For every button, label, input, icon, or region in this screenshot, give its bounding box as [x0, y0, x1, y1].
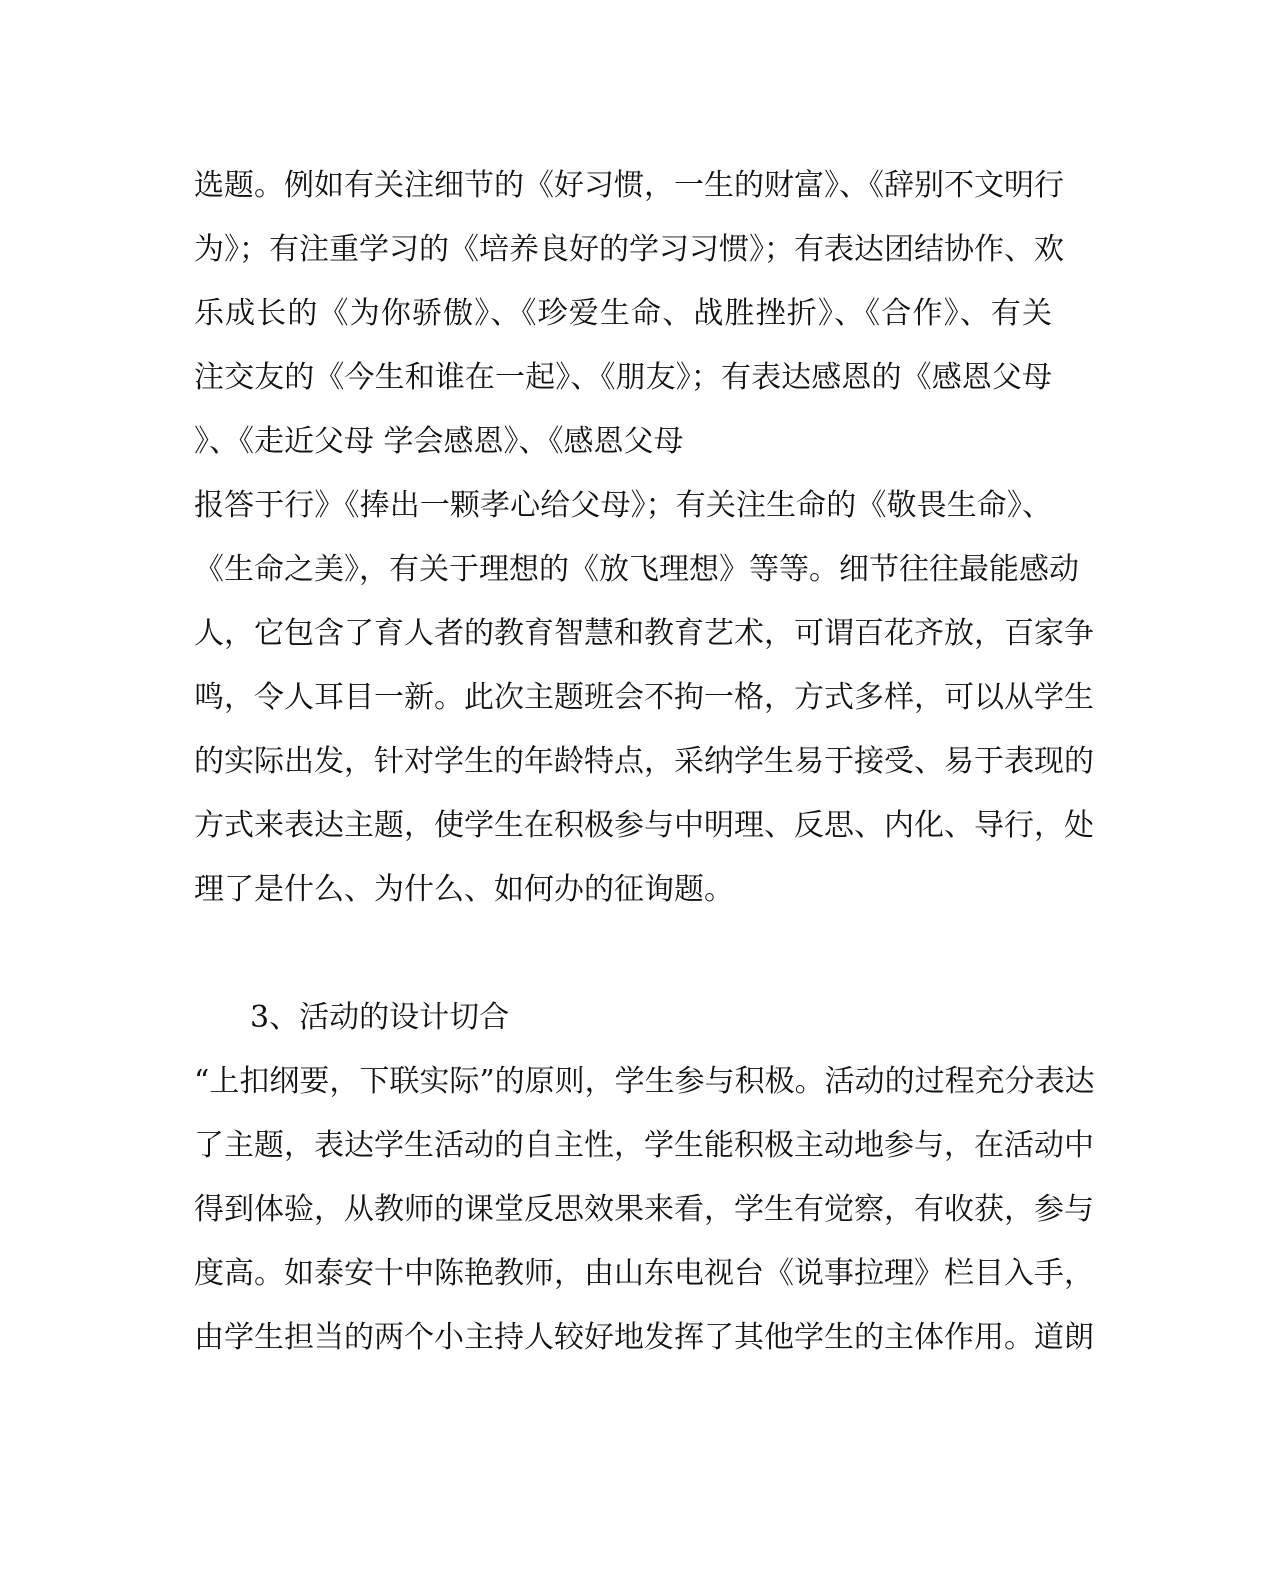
paragraph-line: 的实际出发，针对学生的年龄特点，采纳学生易于接受、易于表现的 — [194, 744, 1094, 779]
paragraph-line: 注交友的《今生和谁在一起》、《朋友》；有表达感恩的《感恩父母 — [194, 360, 1052, 395]
paragraph-line: 理了是什么、为什么、如何办的征询题。 — [194, 872, 734, 907]
paragraph-line: 人，它包含了育人者的教育智慧和教育艺术，可谓百花齐放，百家争 — [194, 616, 1094, 651]
paragraph-line: 由学生担当的两个小主持人较好地发挥了其他学生的主体作用。道朗 — [194, 1320, 1094, 1355]
paragraph-line: 度高。如泰安十中陈艳教师，由山东电视台《说事拉理》栏目入手， — [194, 1256, 1094, 1291]
paragraph-line: 得到体验，从教师的课堂反思效果来看，学生有觉察，有收获，参与 — [194, 1192, 1094, 1227]
paragraph-line: 方式来表达主题，使学生在积极参与中明理、反思、内化、导行，处 — [194, 808, 1094, 843]
paragraph-line: 报答于行》《捧出一颗孝心给父母》；有关注生命的《敬畏生命》、 — [194, 488, 1052, 523]
paragraph-line: 乐成长的《为你骄傲》、《珍爱生命、战胜挫折》、《合作》、有关 — [194, 296, 1052, 331]
paragraph-line: 选题。例如有关注细节的《好习惯，一生的财富》、《辞别不文明行 — [194, 168, 1064, 203]
paragraph-line: 为》；有注重学习的《培养良好的学习习惯》；有表达团结协作、欢 — [194, 232, 1064, 267]
paragraph-line: 了主题，表达学生活动的自主性，学生能积极主动地参与，在活动中 — [194, 1128, 1094, 1163]
paragraph-line: “上扣纲要，下联实际”的原则，学生参与积极。活动的过程充分表达 — [194, 1064, 1095, 1099]
paragraph-line: 《生命之美》，有关于理想的《放飞理想》等等。细节往往最能感动 — [194, 552, 1079, 587]
paragraph-line: 鸣，令人耳目一新。此次主题班会不拘一格，方式多样，可以从学生 — [194, 680, 1094, 715]
paragraph-line: 》、《走近父母 学会感恩》、《感恩父母 — [194, 424, 684, 459]
section-heading: 3、活动的设计切合 — [250, 1000, 510, 1035]
